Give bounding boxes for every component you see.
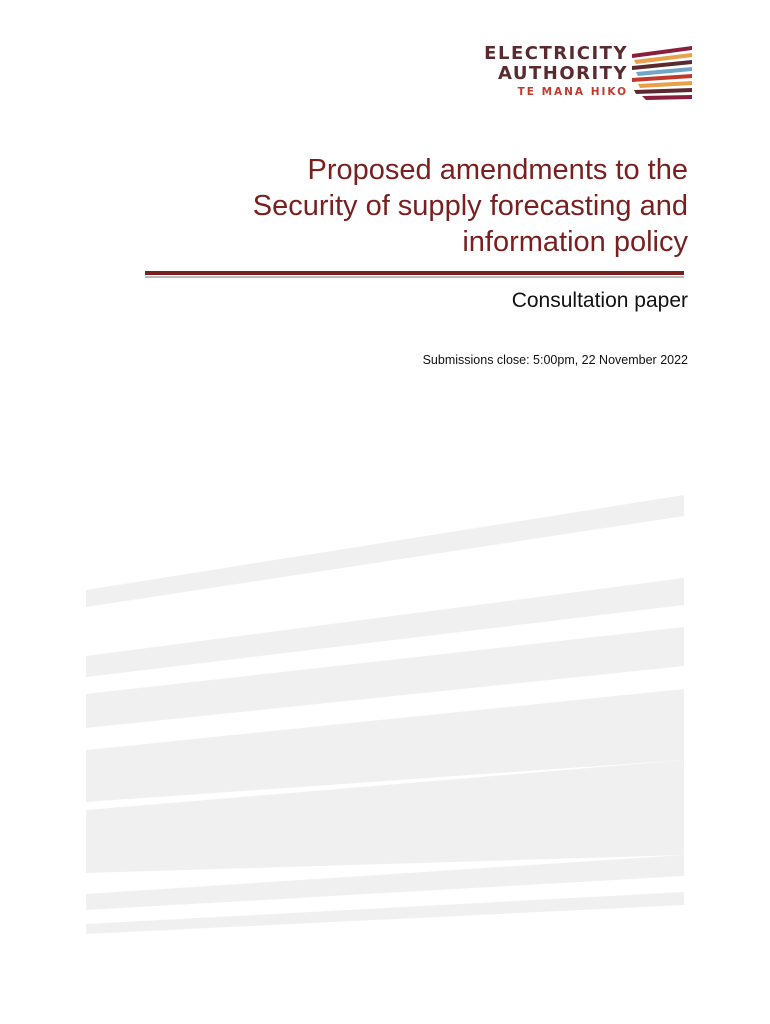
submissions-close-note: Submissions close: 5:00pm, 22 November 2022 — [422, 353, 688, 367]
logo-line-te-mana-hiko: TE MANA HIKO — [517, 86, 628, 98]
title-line-3: information policy — [462, 226, 688, 258]
document-subtitle: Consultation paper — [511, 289, 688, 312]
logo-line-authority: AUTHORITY — [497, 63, 628, 84]
title-line-2: Security of supply forecasting and — [252, 190, 688, 222]
logo-line-electricity: ELECTRICITY — [484, 43, 628, 64]
title-line-1: Proposed amendments to the — [307, 154, 688, 186]
